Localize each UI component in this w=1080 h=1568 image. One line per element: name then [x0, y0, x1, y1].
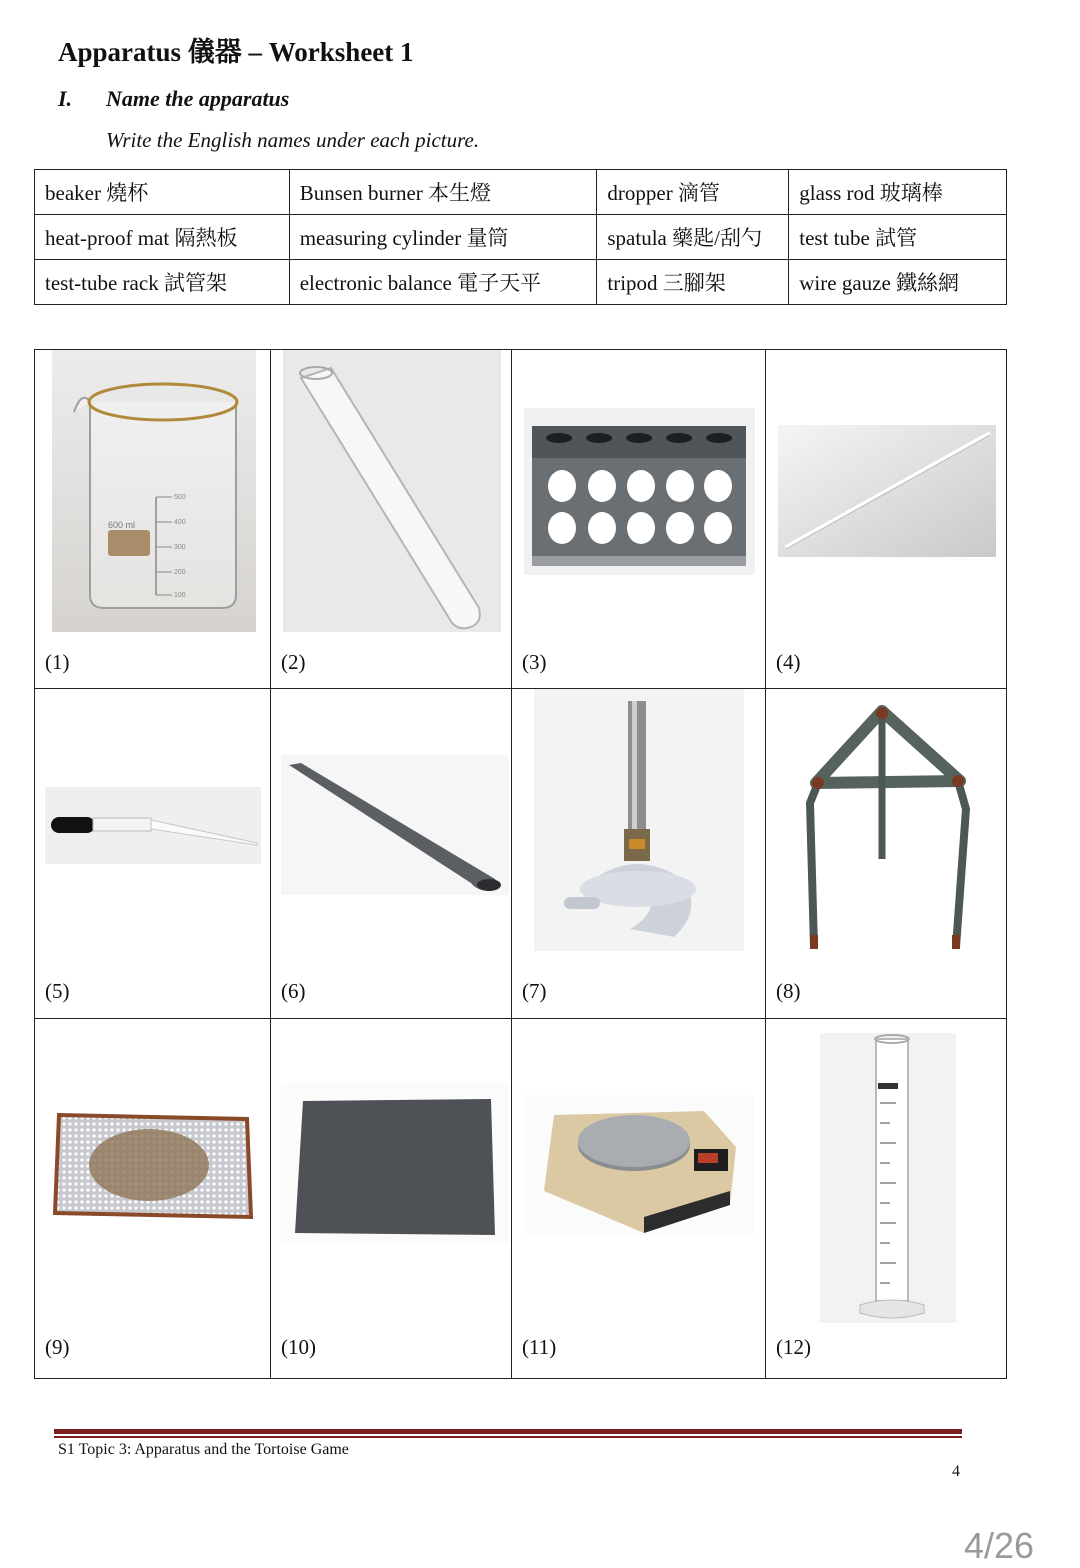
- picture-label: (9): [45, 1335, 70, 1359]
- footer-divider: [54, 1436, 962, 1438]
- picture-label: (3): [522, 650, 547, 674]
- picture-label: (2): [281, 650, 306, 674]
- instruction-text: Write the English names under each picture.: [106, 128, 480, 152]
- word-bank-row: [35, 170, 1007, 215]
- picture-cell: [35, 350, 271, 689]
- picture-grid: [34, 349, 1007, 1379]
- picture-cell: [766, 350, 1007, 689]
- beaker-icon: [52, 350, 256, 632]
- word-bank-cell: wire gauze 鐵絲網: [789, 260, 1007, 305]
- bunsen-burner-icon: [534, 689, 744, 951]
- picture-cell: [766, 1019, 1007, 1378]
- beaker-capacity-text: 600 ml: [108, 520, 136, 530]
- word-bank-cell: beaker 燒杯: [35, 170, 290, 215]
- picture-label: (1): [45, 650, 70, 674]
- page-indicator: 4/26: [964, 1525, 1035, 1566]
- picture-cell: [35, 689, 271, 1019]
- picture-cell: [512, 689, 766, 1019]
- word-bank-cell: glass rod 玻璃棒: [789, 170, 1007, 215]
- word-bank-cell: dropper 滴管: [597, 170, 789, 215]
- electronic-balance-icon: [524, 1095, 754, 1235]
- word-bank-row: [35, 260, 1007, 305]
- picture-label: (6): [281, 979, 306, 1003]
- picture-cell: [271, 350, 512, 689]
- beaker-mark: 100: [174, 592, 186, 599]
- beaker-mark: 200: [174, 569, 186, 576]
- footer-text: S1 Topic 3: Apparatus and the Tortoise Game: [58, 1441, 349, 1458]
- picture-label: (4): [776, 650, 801, 674]
- tripod-icon: [806, 699, 976, 955]
- picture-cell: [512, 1019, 766, 1378]
- picture-cell: [35, 1019, 271, 1378]
- heat-proof-mat-icon: [281, 1083, 509, 1243]
- word-bank-cell: measuring cylinder 量筒: [289, 215, 597, 260]
- picture-label: (7): [522, 979, 547, 1003]
- picture-label: (5): [45, 979, 70, 1003]
- picture-label: (8): [776, 979, 801, 1003]
- dropper-icon: [45, 787, 261, 864]
- word-bank-cell: heat-proof mat 隔熱板: [35, 215, 290, 260]
- picture-label: (11): [522, 1335, 557, 1359]
- word-bank-cell: spatula 藥匙/刮勺: [597, 215, 789, 260]
- picture-label: (12): [776, 1335, 811, 1359]
- beaker-mark: 300: [174, 544, 186, 551]
- picture-cell: [512, 350, 766, 689]
- page-title: Apparatus 儀器 – Worksheet 1: [58, 37, 414, 67]
- picture-label: (10): [281, 1335, 316, 1359]
- measuring-cylinder-icon: [820, 1033, 956, 1323]
- spatula-icon: [281, 755, 509, 895]
- wire-gauze-icon: [49, 1097, 259, 1227]
- picture-cell: [271, 689, 512, 1019]
- picture-cell: [271, 1019, 512, 1378]
- word-bank-table: [34, 169, 1007, 305]
- section-title: Name the apparatus: [106, 86, 290, 111]
- word-bank-cell: electronic balance 電子天平: [289, 260, 597, 305]
- page-number: 4: [952, 1463, 960, 1480]
- section-heading: [58, 86, 289, 112]
- word-bank-row: [35, 215, 1007, 260]
- word-bank-cell: Bunsen burner 本生燈: [289, 170, 597, 215]
- footer-divider: [54, 1429, 962, 1434]
- section-number: I.: [58, 86, 73, 111]
- word-bank-cell: test-tube rack 試管架: [35, 260, 290, 305]
- test-tube-icon: [283, 350, 501, 632]
- glass-rod-icon: [778, 425, 996, 557]
- beaker-mark: 500: [174, 494, 186, 501]
- word-bank-cell: tripod 三腳架: [597, 260, 789, 305]
- test-tube-rack-icon: [524, 408, 755, 575]
- word-bank-cell: test tube 試管: [789, 215, 1007, 260]
- picture-cell: [766, 689, 1007, 1019]
- beaker-mark: 400: [174, 519, 186, 526]
